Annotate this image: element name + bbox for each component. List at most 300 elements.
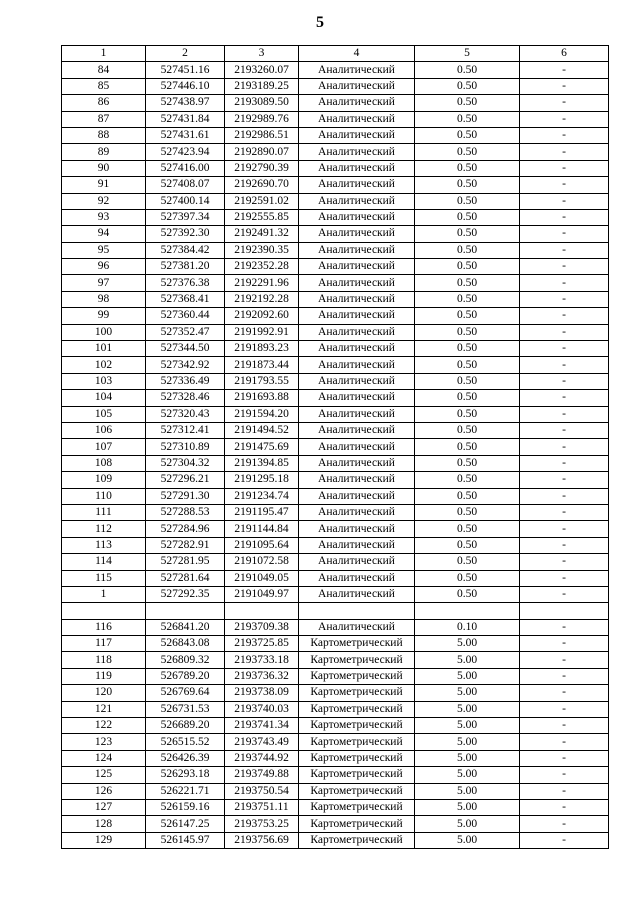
table-cell: 0.50: [415, 308, 520, 324]
table-cell: -: [520, 144, 609, 160]
table-cell: 89: [62, 144, 146, 160]
table-row: [62, 783, 609, 799]
table-cell: Аналитический: [299, 308, 415, 324]
table-cell: -: [520, 734, 609, 750]
table-cell: -: [520, 619, 609, 635]
table-header-row: [62, 46, 609, 62]
table-cell: Картометрический: [299, 652, 415, 668]
table-cell: 0.50: [415, 226, 520, 242]
column-header: 4: [299, 46, 415, 62]
table-cell: 527296.21: [146, 472, 225, 488]
table-cell: 86: [62, 95, 146, 111]
table-row: [62, 718, 609, 734]
table-row: [62, 668, 609, 684]
table-cell: 91: [62, 177, 146, 193]
table-cell: 88: [62, 127, 146, 143]
table-cell: -: [520, 521, 609, 537]
table-cell: -: [520, 193, 609, 209]
table-cell: 527342.92: [146, 357, 225, 373]
table-cell: 110: [62, 488, 146, 504]
table-cell: Аналитический: [299, 455, 415, 471]
column-header: 1: [62, 46, 146, 62]
table-row: [62, 799, 609, 815]
table-cell: 2193750.54: [225, 783, 299, 799]
table-cell: 527400.14: [146, 193, 225, 209]
table-cell: 1: [62, 586, 146, 602]
table-cell: 527451.16: [146, 62, 225, 78]
table-cell: 101: [62, 341, 146, 357]
table-cell: 115: [62, 570, 146, 586]
table-cell: 527392.30: [146, 226, 225, 242]
table-cell: -: [520, 750, 609, 766]
table-cell: 0.50: [415, 521, 520, 537]
table-cell: -: [520, 636, 609, 652]
table-cell: 2193725.85: [225, 636, 299, 652]
table-cell: 0.50: [415, 504, 520, 520]
table-cell: 5.00: [415, 636, 520, 652]
table-row: [62, 373, 609, 389]
table-row: [62, 259, 609, 275]
table-cell: -: [520, 767, 609, 783]
table-cell: 90: [62, 160, 146, 176]
table-cell: 2192591.02: [225, 193, 299, 209]
table-cell: Аналитический: [299, 570, 415, 586]
table-cell: 2191295.18: [225, 472, 299, 488]
table-cell: Аналитический: [299, 537, 415, 553]
table-cell: 2192390.35: [225, 242, 299, 258]
table-cell: 108: [62, 455, 146, 471]
table-cell: 128: [62, 816, 146, 832]
table-cell: 125: [62, 767, 146, 783]
table-cell: 2191992.91: [225, 324, 299, 340]
table-cell: 0.50: [415, 242, 520, 258]
table-cell: 99: [62, 308, 146, 324]
table-row: [62, 488, 609, 504]
table-cell: 2192555.85: [225, 209, 299, 225]
table-cell: Аналитический: [299, 390, 415, 406]
table-cell: Картометрический: [299, 816, 415, 832]
table-cell: 0.50: [415, 390, 520, 406]
table-cell: 2193756.69: [225, 832, 299, 848]
table-cell: Аналитический: [299, 504, 415, 520]
table-row: [62, 357, 609, 373]
table-cell: 124: [62, 750, 146, 766]
table-cell: 5.00: [415, 832, 520, 848]
table-cell: 5.00: [415, 685, 520, 701]
table-cell: 2191873.44: [225, 357, 299, 373]
table-cell: 526147.25: [146, 816, 225, 832]
table-cell: 0.50: [415, 275, 520, 291]
table-cell: 105: [62, 406, 146, 422]
table-cell: [225, 603, 299, 619]
table-cell: Аналитический: [299, 554, 415, 570]
table-cell: [415, 603, 520, 619]
table-cell: 527310.89: [146, 439, 225, 455]
table-cell: 527431.61: [146, 127, 225, 143]
table-cell: Картометрический: [299, 750, 415, 766]
table-row: [62, 652, 609, 668]
table-cell: 5.00: [415, 734, 520, 750]
table-cell: 2193189.25: [225, 78, 299, 94]
table-row: [62, 685, 609, 701]
table-row: [62, 586, 609, 602]
table-row: [62, 62, 609, 78]
table-cell: 5.00: [415, 652, 520, 668]
table-cell: 2193260.07: [225, 62, 299, 78]
table-row: [62, 127, 609, 143]
table-cell: 526293.18: [146, 767, 225, 783]
table-cell: 527431.84: [146, 111, 225, 127]
table-cell: 527284.96: [146, 521, 225, 537]
table-cell: [146, 603, 225, 619]
table-cell: Аналитический: [299, 488, 415, 504]
table-cell: [520, 603, 609, 619]
table-cell: -: [520, 832, 609, 848]
table-cell: -: [520, 586, 609, 602]
table-cell: 2192491.32: [225, 226, 299, 242]
table-cell: 527423.94: [146, 144, 225, 160]
table-cell: 2193089.50: [225, 95, 299, 111]
table-cell: 100: [62, 324, 146, 340]
table-cell: 527368.41: [146, 291, 225, 307]
table-row: [62, 767, 609, 783]
table-cell: Аналитический: [299, 144, 415, 160]
table-cell: 2191234.74: [225, 488, 299, 504]
table-cell: -: [520, 111, 609, 127]
table-cell: 0.50: [415, 144, 520, 160]
table-cell: -: [520, 422, 609, 438]
table-cell: Аналитический: [299, 193, 415, 209]
table-cell: 2193744.92: [225, 750, 299, 766]
table-cell: 2191893.23: [225, 341, 299, 357]
table-cell: 2193741.34: [225, 718, 299, 734]
table-cell: Картометрический: [299, 767, 415, 783]
table-cell: -: [520, 472, 609, 488]
table-cell: 0.50: [415, 472, 520, 488]
table-cell: Аналитический: [299, 242, 415, 258]
table-row: [62, 750, 609, 766]
table-cell: 2191594.20: [225, 406, 299, 422]
table-cell: 113: [62, 537, 146, 553]
table-cell: 0.50: [415, 259, 520, 275]
table-cell: Картометрический: [299, 636, 415, 652]
table-cell: 87: [62, 111, 146, 127]
table-cell: 109: [62, 472, 146, 488]
column-header: 3: [225, 46, 299, 62]
table-cell: 126: [62, 783, 146, 799]
table-cell: -: [520, 570, 609, 586]
table-cell: -: [520, 62, 609, 78]
table-cell: -: [520, 390, 609, 406]
table-cell: -: [520, 291, 609, 307]
table-cell: 2191049.05: [225, 570, 299, 586]
table-cell: -: [520, 554, 609, 570]
table-cell: 94: [62, 226, 146, 242]
table-cell: 2193740.03: [225, 701, 299, 717]
table-row: [62, 242, 609, 258]
table-cell: 526809.32: [146, 652, 225, 668]
table-row: [62, 570, 609, 586]
table-cell: Картометрический: [299, 734, 415, 750]
table-cell: -: [520, 160, 609, 176]
table-cell: Картометрический: [299, 668, 415, 684]
table-cell: 106: [62, 422, 146, 438]
table-row: [62, 422, 609, 438]
table-cell: 2192986.51: [225, 127, 299, 143]
table-cell: 526426.39: [146, 750, 225, 766]
table-cell: 98: [62, 291, 146, 307]
table-cell: 527384.42: [146, 242, 225, 258]
table-row: [62, 324, 609, 340]
table-cell: 118: [62, 652, 146, 668]
table-body: [62, 62, 609, 849]
page-number: 5: [316, 14, 324, 31]
table-row: [62, 111, 609, 127]
table-row: [62, 226, 609, 242]
table-cell: -: [520, 685, 609, 701]
table-cell: 527304.32: [146, 455, 225, 471]
table-cell: 527344.50: [146, 341, 225, 357]
table-cell: 0.50: [415, 95, 520, 111]
coordinates-table: [61, 45, 609, 849]
table-cell: 5.00: [415, 799, 520, 815]
table-cell: 527416.00: [146, 160, 225, 176]
table-cell: 107: [62, 439, 146, 455]
table-cell: -: [520, 127, 609, 143]
table-cell: 527291.30: [146, 488, 225, 504]
table-cell: 95: [62, 242, 146, 258]
table-row: [62, 160, 609, 176]
table-cell: Картометрический: [299, 799, 415, 815]
table-cell: 527397.34: [146, 209, 225, 225]
table-row: [62, 308, 609, 324]
table-row: [62, 275, 609, 291]
table-cell: 5.00: [415, 767, 520, 783]
table-cell: 2191693.88: [225, 390, 299, 406]
table-row: [62, 291, 609, 307]
table-cell: Аналитический: [299, 78, 415, 94]
table-cell: 2192192.28: [225, 291, 299, 307]
table-cell: 0.50: [415, 111, 520, 127]
table-row: [62, 193, 609, 209]
table-cell: -: [520, 455, 609, 471]
table-cell: 97: [62, 275, 146, 291]
table-cell: 0.50: [415, 373, 520, 389]
table-cell: 0.50: [415, 177, 520, 193]
table-cell: 527312.41: [146, 422, 225, 438]
table-row: [62, 209, 609, 225]
table-cell: -: [520, 488, 609, 504]
table-cell: 0.50: [415, 341, 520, 357]
table-cell: 112: [62, 521, 146, 537]
table-cell: 526689.20: [146, 718, 225, 734]
table-cell: 527320.43: [146, 406, 225, 422]
table-cell: 2192291.96: [225, 275, 299, 291]
table-cell: -: [520, 324, 609, 340]
table-cell: Аналитический: [299, 226, 415, 242]
table-row: [62, 78, 609, 94]
table-cell: 104: [62, 390, 146, 406]
table-row: [62, 95, 609, 111]
table-cell: -: [520, 95, 609, 111]
table-cell: [299, 603, 415, 619]
table-cell: 0.50: [415, 455, 520, 471]
table-cell: -: [520, 226, 609, 242]
table-row: [62, 537, 609, 553]
table-cell: 2193736.32: [225, 668, 299, 684]
table-cell: Аналитический: [299, 357, 415, 373]
table-row: [62, 636, 609, 652]
table-cell: -: [520, 504, 609, 520]
table-row: [62, 455, 609, 471]
table-cell: 0.50: [415, 586, 520, 602]
table-cell: 2191072.58: [225, 554, 299, 570]
table-cell: 92: [62, 193, 146, 209]
table-cell: Аналитический: [299, 619, 415, 635]
table-cell: 526769.64: [146, 685, 225, 701]
table-cell: 117: [62, 636, 146, 652]
table-cell: 527438.97: [146, 95, 225, 111]
table-cell: Аналитический: [299, 422, 415, 438]
column-header: 2: [146, 46, 225, 62]
table-cell: -: [520, 373, 609, 389]
table-cell: 2193749.88: [225, 767, 299, 783]
table-cell: Аналитический: [299, 209, 415, 225]
table-cell: Картометрический: [299, 701, 415, 717]
table-cell: 2191049.97: [225, 586, 299, 602]
table-cell: 526789.20: [146, 668, 225, 684]
table-cell: 2192890.07: [225, 144, 299, 160]
table-cell: 2192092.60: [225, 308, 299, 324]
table-cell: 527408.07: [146, 177, 225, 193]
table-cell: -: [520, 78, 609, 94]
table-cell: -: [520, 357, 609, 373]
table-row: [62, 521, 609, 537]
table-cell: Аналитический: [299, 472, 415, 488]
table-cell: 116: [62, 619, 146, 635]
table-cell: -: [520, 718, 609, 734]
table-cell: 2191144.84: [225, 521, 299, 537]
table-cell: -: [520, 308, 609, 324]
table-cell: -: [520, 209, 609, 225]
table-row: [62, 619, 609, 635]
table-cell: 102: [62, 357, 146, 373]
table-cell: 2191195.47: [225, 504, 299, 520]
table-cell: Аналитический: [299, 291, 415, 307]
table-cell: Аналитический: [299, 177, 415, 193]
table-cell: 0.50: [415, 291, 520, 307]
table-cell: 526731.53: [146, 701, 225, 717]
table-cell: 0.50: [415, 554, 520, 570]
table-cell: 527446.10: [146, 78, 225, 94]
table-cell: Аналитический: [299, 111, 415, 127]
table-cell: 5.00: [415, 718, 520, 734]
table-cell: -: [520, 259, 609, 275]
table-cell: 2191394.85: [225, 455, 299, 471]
table-row: [62, 177, 609, 193]
table-cell: 5.00: [415, 750, 520, 766]
table-cell: 2191475.69: [225, 439, 299, 455]
table-cell: -: [520, 537, 609, 553]
table-cell: 103: [62, 373, 146, 389]
table-cell: 2191095.64: [225, 537, 299, 553]
table-cell: 2193753.25: [225, 816, 299, 832]
table-cell: 85: [62, 78, 146, 94]
table-cell: Аналитический: [299, 160, 415, 176]
table-cell: 526145.97: [146, 832, 225, 848]
table-cell: 119: [62, 668, 146, 684]
table-cell: -: [520, 783, 609, 799]
table-cell: 2192989.76: [225, 111, 299, 127]
table-cell: 526159.16: [146, 799, 225, 815]
table-row: [62, 341, 609, 357]
table-cell: 123: [62, 734, 146, 750]
table-cell: 111: [62, 504, 146, 520]
table-cell: Аналитический: [299, 341, 415, 357]
column-header: 5: [415, 46, 520, 62]
table-cell: Аналитический: [299, 406, 415, 422]
table-row: [62, 439, 609, 455]
table-cell: 0.50: [415, 439, 520, 455]
table-row: [62, 406, 609, 422]
table-cell: -: [520, 799, 609, 815]
table-cell: 0.10: [415, 619, 520, 635]
table-cell: 121: [62, 701, 146, 717]
table-cell: 2193709.38: [225, 619, 299, 635]
table-row: [62, 701, 609, 717]
table-cell: Аналитический: [299, 127, 415, 143]
table-cell: -: [520, 406, 609, 422]
table-cell: 0.50: [415, 537, 520, 553]
table-row: [62, 554, 609, 570]
table-cell: 526221.71: [146, 783, 225, 799]
table-cell: 0.50: [415, 570, 520, 586]
table-cell: -: [520, 652, 609, 668]
table-row: [62, 390, 609, 406]
table-cell: 526843.08: [146, 636, 225, 652]
table-cell: Аналитический: [299, 62, 415, 78]
table-cell: 2193733.18: [225, 652, 299, 668]
table-cell: 0.50: [415, 62, 520, 78]
table-cell: Аналитический: [299, 521, 415, 537]
table-cell: 114: [62, 554, 146, 570]
table-cell: -: [520, 701, 609, 717]
table-cell: 122: [62, 718, 146, 734]
table-row: [62, 472, 609, 488]
table-cell: 2192352.28: [225, 259, 299, 275]
table-cell: 93: [62, 209, 146, 225]
table-cell: 0.50: [415, 193, 520, 209]
table-cell: 0.50: [415, 488, 520, 504]
table-cell: Картометрический: [299, 718, 415, 734]
table-cell: 526841.20: [146, 619, 225, 635]
table-cell: 129: [62, 832, 146, 848]
table-cell: Аналитический: [299, 275, 415, 291]
table-row: [62, 816, 609, 832]
table-cell: -: [520, 816, 609, 832]
table-cell: 2193751.11: [225, 799, 299, 815]
table-cell: Аналитический: [299, 373, 415, 389]
table-cell: Аналитический: [299, 95, 415, 111]
table-cell: Аналитический: [299, 586, 415, 602]
table-row: [62, 144, 609, 160]
table-cell: Картометрический: [299, 783, 415, 799]
table-row: [62, 504, 609, 520]
table-cell: Аналитический: [299, 259, 415, 275]
table-cell: 5.00: [415, 668, 520, 684]
table-cell: 527360.44: [146, 308, 225, 324]
table-cell: 5.00: [415, 816, 520, 832]
